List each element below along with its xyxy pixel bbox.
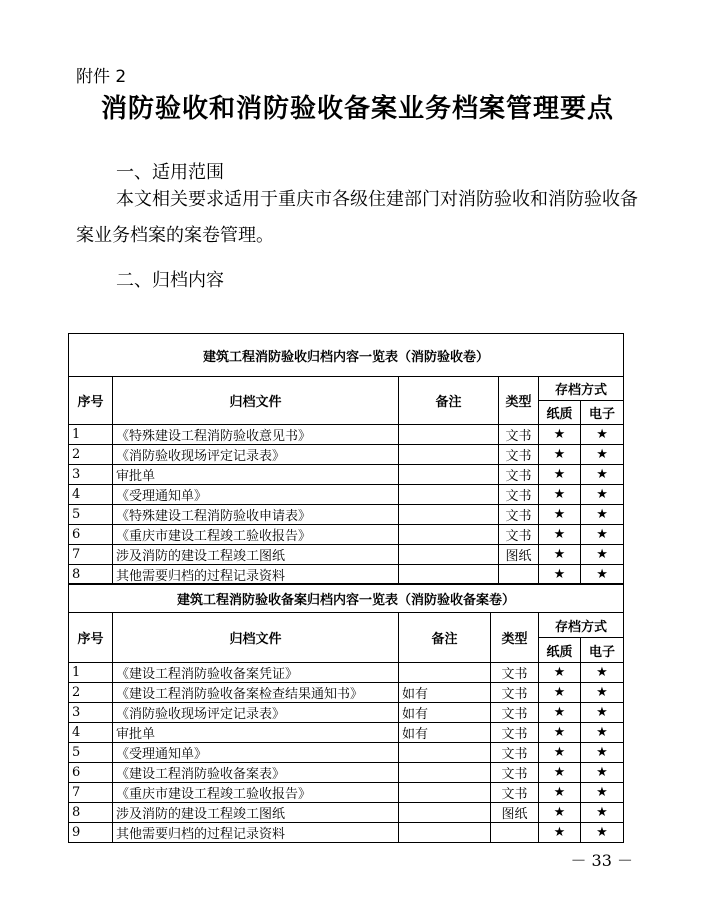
row-seq: 6 — [69, 525, 113, 545]
row-type: 文书 — [499, 445, 539, 465]
table-row — [69, 485, 624, 505]
row-note — [399, 743, 491, 763]
row-document: 《重庆市建设工程竣工验收报告》 — [113, 783, 399, 803]
row-electronic: ★ — [581, 545, 624, 565]
row-note — [399, 565, 499, 585]
row-type: 文书 — [491, 743, 539, 763]
table-row — [69, 565, 624, 585]
row-electronic: ★ — [581, 823, 624, 843]
header-note: 备注 — [399, 613, 491, 663]
header-electronic: 电子 — [581, 401, 624, 425]
row-note — [399, 783, 491, 803]
row-type: 文书 — [491, 783, 539, 803]
table-row — [69, 783, 624, 803]
header-seq: 序号 — [69, 613, 113, 663]
row-paper: ★ — [539, 485, 581, 505]
row-document: 《建设工程消防验收备案凭证》 — [113, 663, 399, 683]
archive-table-acceptance — [68, 333, 624, 585]
row-document: 涉及消防的建设工程竣工图纸 — [113, 803, 399, 823]
row-note — [399, 505, 499, 525]
header-paper: 纸质 — [539, 401, 581, 425]
row-electronic: ★ — [581, 723, 624, 743]
table-caption: 建筑工程消防验收备案归档内容一览表（消防验收备案卷） — [69, 584, 624, 613]
row-seq: 9 — [69, 823, 113, 843]
row-paper: ★ — [539, 545, 581, 565]
row-seq: 2 — [69, 683, 113, 703]
row-seq: 5 — [69, 743, 113, 763]
row-electronic: ★ — [581, 425, 624, 445]
row-paper: ★ — [539, 565, 581, 585]
table-row — [69, 683, 624, 703]
row-seq: 7 — [69, 783, 113, 803]
row-note — [399, 525, 499, 545]
row-note — [399, 465, 499, 485]
row-paper: ★ — [539, 823, 581, 843]
row-type: 文书 — [499, 525, 539, 545]
row-paper: ★ — [539, 525, 581, 545]
row-type: 文书 — [499, 465, 539, 485]
row-type: 文书 — [491, 663, 539, 683]
row-document: 《消防验收现场评定记录表》 — [113, 445, 399, 465]
header-doc: 归档文件 — [113, 613, 399, 663]
row-electronic: ★ — [581, 763, 624, 783]
table-row — [69, 663, 624, 683]
section-heading-content: 二、归档内容 — [116, 270, 224, 291]
row-electronic: ★ — [581, 663, 624, 683]
header-storage: 存档方式 — [539, 613, 624, 638]
row-electronic: ★ — [581, 445, 624, 465]
row-note — [399, 485, 499, 505]
row-seq: 1 — [69, 425, 113, 445]
table-row — [69, 723, 624, 743]
archive-table-filing — [68, 583, 624, 843]
row-seq: 3 — [69, 465, 113, 485]
row-document: 《建设工程消防验收备案检查结果通知书》 — [113, 683, 399, 703]
row-paper: ★ — [539, 445, 581, 465]
row-type: 文书 — [499, 485, 539, 505]
row-paper: ★ — [539, 425, 581, 445]
row-document: 《受理通知单》 — [113, 743, 399, 763]
row-type: 文书 — [491, 723, 539, 743]
row-document: 《特殊建设工程消防验收申请表》 — [113, 505, 399, 525]
header-seq: 序号 — [69, 377, 113, 425]
header-note: 备注 — [399, 377, 499, 425]
row-seq: 7 — [69, 545, 113, 565]
table-row — [69, 525, 624, 545]
header-type: 类型 — [491, 613, 539, 663]
row-paper: ★ — [539, 783, 581, 803]
row-document: 《建设工程消防验收备案表》 — [113, 763, 399, 783]
row-paper: ★ — [539, 683, 581, 703]
row-paper: ★ — [539, 465, 581, 485]
row-note — [399, 663, 491, 683]
table-row — [69, 545, 624, 565]
header-type: 类型 — [499, 377, 539, 425]
row-document: 审批单 — [113, 465, 399, 485]
row-electronic: ★ — [581, 803, 624, 823]
row-seq: 2 — [69, 445, 113, 465]
row-paper: ★ — [539, 743, 581, 763]
document-title: 消防验收和消防验收备案业务档案管理要点 — [100, 94, 614, 124]
row-type: 文书 — [491, 703, 539, 723]
row-electronic: ★ — [581, 703, 624, 723]
row-note — [399, 425, 499, 445]
table-row — [69, 505, 624, 525]
row-seq: 6 — [69, 763, 113, 783]
row-note — [399, 445, 499, 465]
row-type: 文书 — [491, 763, 539, 783]
row-electronic: ★ — [581, 683, 624, 703]
row-electronic: ★ — [581, 505, 624, 525]
row-document: 审批单 — [113, 723, 399, 743]
row-seq: 8 — [69, 803, 113, 823]
row-seq: 3 — [69, 703, 113, 723]
row-electronic: ★ — [581, 743, 624, 763]
table-caption: 建筑工程消防验收归档内容一览表（消防验收卷） — [69, 334, 624, 377]
scope-paragraph: 本文相关要求适用于重庆市各级住建部门对消防验收和消防验收备案业务档案的案卷管理。 — [76, 189, 638, 246]
row-document: 《消防验收现场评定记录表》 — [113, 703, 399, 723]
table-row — [69, 763, 624, 783]
section-heading-scope: 一、适用范围 — [116, 162, 224, 183]
row-seq: 8 — [69, 565, 113, 585]
row-paper: ★ — [539, 663, 581, 683]
table-row — [69, 703, 624, 723]
row-electronic: ★ — [581, 465, 624, 485]
row-note — [399, 763, 491, 783]
row-type: 文书 — [491, 683, 539, 703]
row-note: 如有 — [399, 683, 491, 703]
row-paper: ★ — [539, 703, 581, 723]
row-type: 图纸 — [499, 545, 539, 565]
row-electronic: ★ — [581, 485, 624, 505]
row-note — [399, 803, 491, 823]
row-type: 文书 — [499, 425, 539, 445]
row-document: 其他需要归档的过程记录资料 — [113, 565, 399, 585]
table-row — [69, 465, 624, 485]
row-type — [491, 823, 539, 843]
row-paper: ★ — [539, 803, 581, 823]
row-note — [399, 823, 491, 843]
row-paper: ★ — [539, 723, 581, 743]
header-paper: 纸质 — [539, 638, 581, 663]
row-document: 其他需要归档的过程记录资料 — [113, 823, 399, 843]
row-note: 如有 — [399, 723, 491, 743]
row-note: 如有 — [399, 703, 491, 723]
row-type: 图纸 — [491, 803, 539, 823]
row-seq: 4 — [69, 485, 113, 505]
table-row — [69, 823, 624, 843]
row-document: 《受理通知单》 — [113, 485, 399, 505]
row-note — [399, 545, 499, 565]
page-number: － 33 － — [570, 851, 633, 870]
table-row — [69, 803, 624, 823]
header-electronic: 电子 — [581, 638, 624, 663]
row-paper: ★ — [539, 505, 581, 525]
table-row — [69, 425, 624, 445]
row-paper: ★ — [539, 763, 581, 783]
row-seq: 5 — [69, 505, 113, 525]
row-document: 《特殊建设工程消防验收意见书》 — [113, 425, 399, 445]
table-row — [69, 743, 624, 763]
row-document: 涉及消防的建设工程竣工图纸 — [113, 545, 399, 565]
row-electronic: ★ — [581, 783, 624, 803]
row-electronic: ★ — [581, 525, 624, 545]
row-type: 文书 — [499, 505, 539, 525]
row-document: 《重庆市建设工程竣工验收报告》 — [113, 525, 399, 545]
row-seq: 1 — [69, 663, 113, 683]
row-type — [499, 565, 539, 585]
row-electronic: ★ — [581, 565, 624, 585]
row-seq: 4 — [69, 723, 113, 743]
table-row — [69, 445, 624, 465]
header-storage: 存档方式 — [539, 377, 624, 401]
header-doc: 归档文件 — [113, 377, 399, 425]
attachment-label: 附件 2 — [76, 67, 127, 87]
